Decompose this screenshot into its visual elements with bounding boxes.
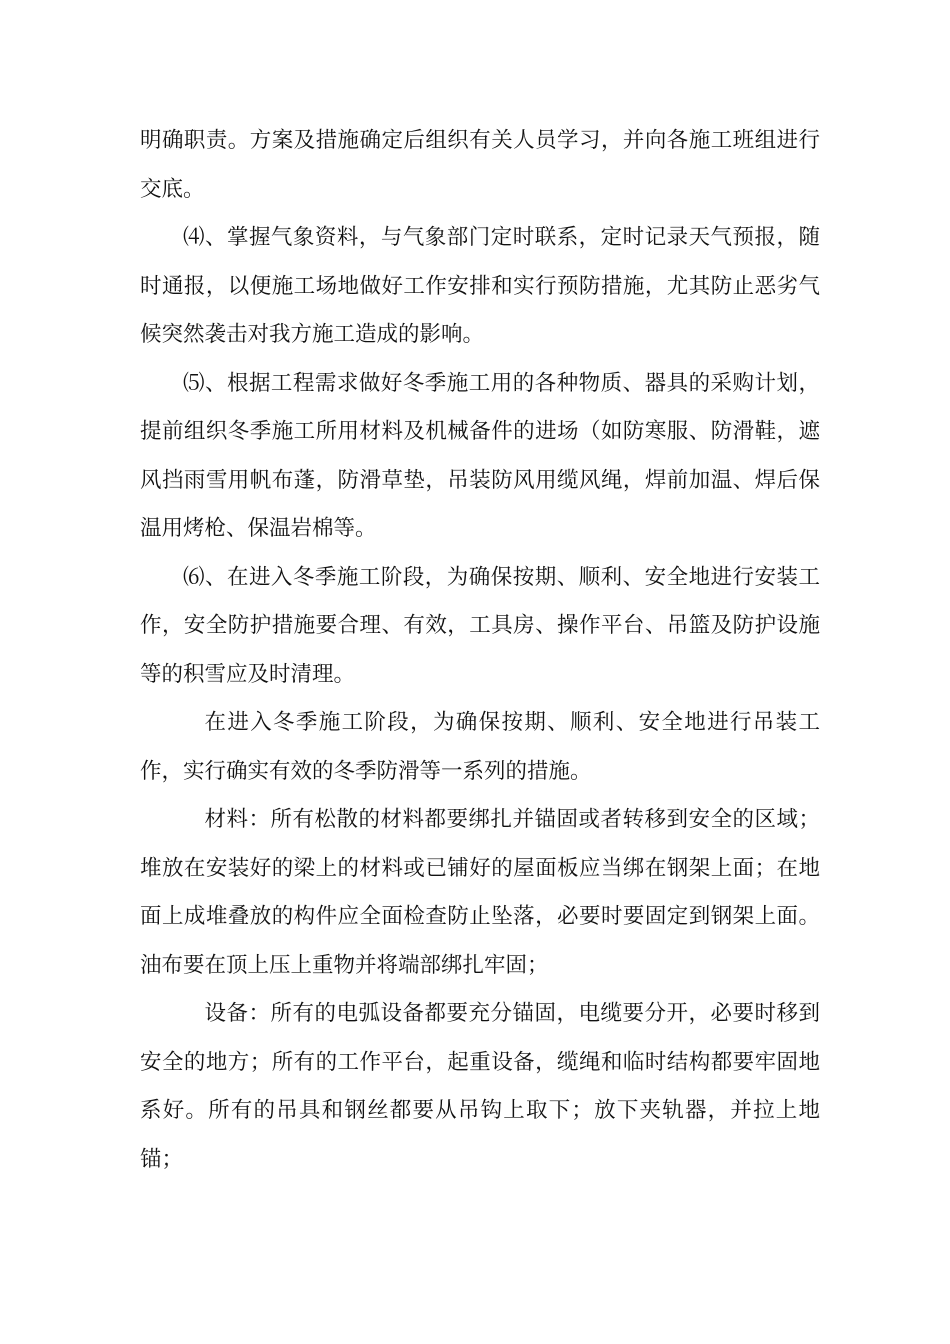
paragraph-materials: 材料：所有松散的材料都要绑扎并锚固或者转移到安全的区域；堆放在安装好的梁上的材料或已铺好的屋面板应当绑在钢架上面；在地面上成堆叠放的构件应全面检查防止坠落，必要时要固定到钢架上面。油布要在顶上压上重物并将端部绑扎牢固； — [140, 807, 820, 978]
paragraph-item-6: ⑹、在进入冬季施工阶段，为确保按期、顺利、安全地进行安装工作，安全防护措施要合理、有效，工具房、操作平台、吊篮及防护设施等的积雪应及时清理。 — [140, 564, 820, 687]
body-text — [140, 117, 820, 1184]
paragraph-equipment: 设备：所有的电弧设备都要充分锚固，电缆要分开，必要时移到安全的地方；所有的工作平台，起重设备，缆绳和临时结构都要牢固地系好。所有的吊具和钢丝都要从吊钩上取下；放下夹轨器，并拉上地锚； — [140, 1001, 820, 1172]
paragraph-continued: 明确职责。方案及措施确定后组织有关人员学习，并向各施工班组进行交底。 — [140, 128, 820, 202]
paragraph-item-4: ⑷、掌握气象资料，与气象部门定时联系，定时记录天气预报，随时通报，以便施工场地做好工作安排和实行预防措施，尤其防止恶劣气候突然袭击对我方施工造成的影响。 — [140, 225, 820, 347]
paragraph-winter-construction: 在进入冬季施工阶段，为确保按期、顺利、安全地进行吊装工作，实行确实有效的冬季防滑等一系列的措施。 — [140, 710, 820, 784]
paragraph-item-5: ⑸、根据工程需求做好冬季施工用的各种物质、器具的采购计划，提前组织冬季施工所用材料及机械备件的进场（如防寒服、防滑鞋，遮风挡雨雪用帆布蓬，防滑草垫，吊装防风用缆风绳，焊前加温、焊后保温用烤枪、保温岩棉等。 — [140, 370, 820, 541]
